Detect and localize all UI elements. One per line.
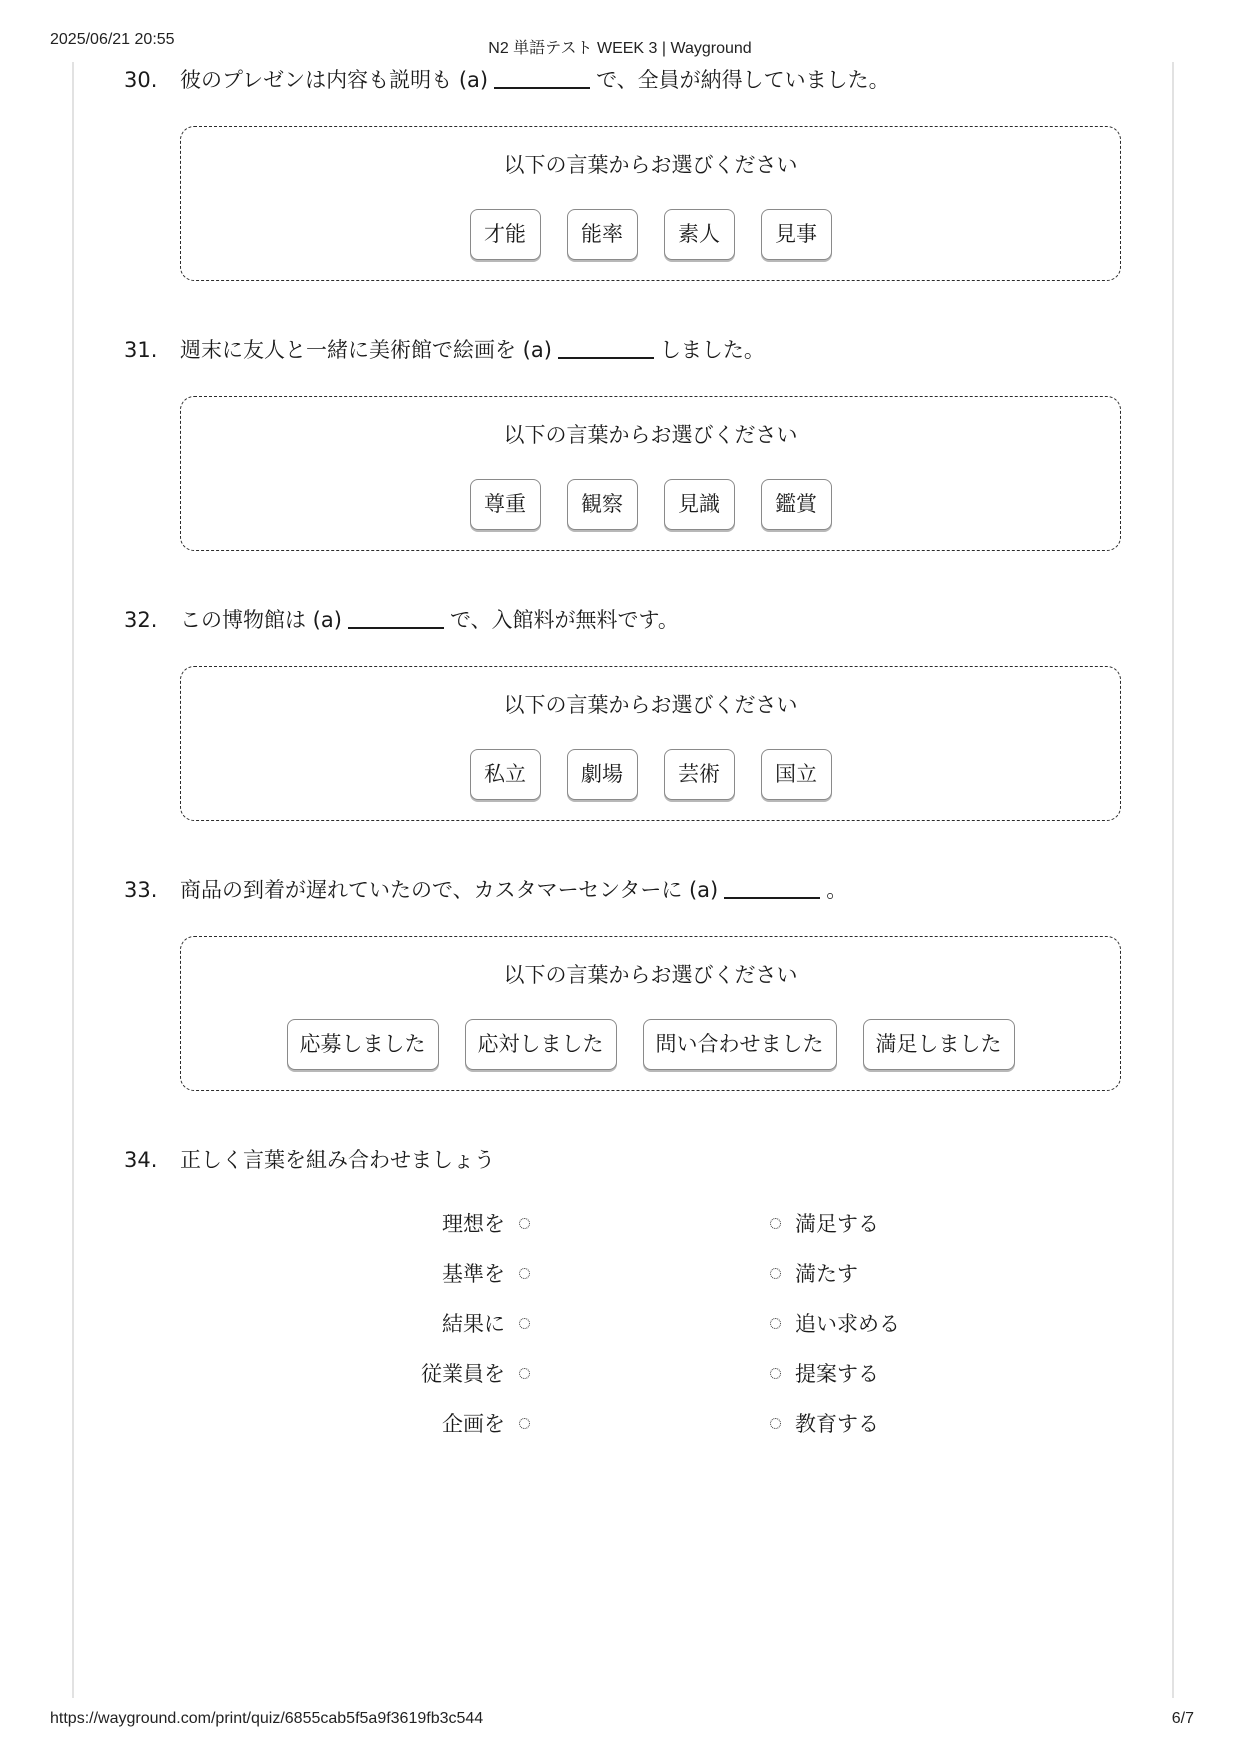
question-text-after: で、全員が納得していました。 — [596, 68, 890, 92]
match-right-label: 満たす — [795, 1262, 858, 1286]
page-title: N2 単語テスト WEEK 3 | Wayground — [488, 40, 752, 57]
option-chip[interactable]: 問い合わせました — [643, 1019, 837, 1070]
options-prompt: 以下の言葉からお選びください — [503, 423, 798, 447]
match-row — [0, 1208, 1240, 1238]
match-right-label: 満足する — [795, 1212, 879, 1236]
options-box — [180, 936, 1121, 1091]
question-text-after: しました。 — [659, 338, 765, 362]
question-number: 34. — [124, 1148, 158, 1172]
option-chip[interactable]: 私立 — [470, 749, 541, 800]
options-box — [180, 666, 1121, 821]
options-prompt: 以下の言葉からお選びください — [503, 693, 798, 717]
question-number: 30. — [124, 68, 158, 92]
option-chip[interactable]: 応対しました — [465, 1019, 617, 1070]
option-chip[interactable]: 観察 — [567, 479, 638, 530]
match-row — [0, 1408, 1240, 1438]
question-text-after: 。 — [826, 878, 848, 902]
options-prompt: 以下の言葉からお選びください — [503, 153, 798, 177]
page-url: https://wayground.com/print/quiz/6855cab5f5a9f3619fb3c544 — [50, 1710, 484, 1727]
option-chips — [181, 209, 1120, 260]
options-box — [180, 126, 1121, 281]
connector-dot-icon[interactable] — [519, 1268, 530, 1279]
connector-dot-icon[interactable] — [770, 1218, 781, 1229]
question-text — [124, 336, 765, 364]
match-right-label: 追い求める — [795, 1312, 900, 1336]
answer-blank[interactable] — [558, 339, 654, 359]
answer-blank[interactable] — [348, 609, 444, 629]
option-chip[interactable]: 応募しました — [287, 1019, 439, 1070]
connector-dot-icon[interactable] — [519, 1218, 530, 1229]
page-number: 6/7 — [1171, 1710, 1194, 1727]
question-number: 31. — [124, 338, 158, 362]
connector-dot-icon[interactable] — [519, 1318, 530, 1329]
match-left-label: 結果に — [442, 1312, 505, 1336]
match-right-item[interactable] — [770, 1208, 879, 1238]
match-right-label: 教育する — [795, 1412, 879, 1436]
question-text — [124, 606, 679, 634]
question-text — [124, 66, 890, 94]
option-chip[interactable]: 満足しました — [863, 1019, 1015, 1070]
print-datetime: 2025/06/21 20:55 — [50, 31, 175, 48]
option-chip[interactable]: 芸術 — [664, 749, 735, 800]
option-chips — [181, 479, 1120, 530]
match-row — [0, 1308, 1240, 1338]
option-chip[interactable]: 見事 — [761, 209, 832, 260]
match-left-item[interactable] — [330, 1408, 530, 1438]
match-left-label: 企画を — [442, 1412, 505, 1436]
question-text-after: で、入館料が無料です。 — [449, 608, 679, 632]
match-left-item[interactable] — [330, 1258, 530, 1288]
match-row — [0, 1358, 1240, 1388]
matching-instruction: 正しく言葉を組み合わせましょう — [180, 1148, 495, 1172]
option-chip[interactable]: 尊重 — [470, 479, 541, 530]
answer-blank[interactable] — [724, 879, 820, 899]
option-chip[interactable]: 素人 — [664, 209, 735, 260]
match-left-label: 従業員を — [421, 1362, 505, 1386]
connector-dot-icon[interactable] — [770, 1418, 781, 1429]
match-left-item[interactable] — [330, 1358, 530, 1388]
option-chips — [181, 749, 1120, 800]
option-chip[interactable]: 見識 — [664, 479, 735, 530]
options-prompt: 以下の言葉からお選びください — [503, 963, 798, 987]
question-number: 32. — [124, 608, 158, 632]
question-text-before: 商品の到着が遅れていたので、カスタマーセンターに (a) — [180, 878, 719, 902]
option-chip[interactable]: 劇場 — [567, 749, 638, 800]
options-box — [180, 396, 1121, 551]
question-number: 33. — [124, 878, 158, 902]
match-right-item[interactable] — [770, 1358, 879, 1388]
match-right-item[interactable] — [770, 1258, 858, 1288]
match-left-item[interactable] — [330, 1308, 530, 1338]
connector-dot-icon[interactable] — [770, 1318, 781, 1329]
match-left-label: 理想を — [442, 1212, 505, 1236]
match-right-label: 提案する — [795, 1362, 879, 1386]
answer-blank[interactable] — [494, 69, 590, 89]
connector-dot-icon[interactable] — [770, 1268, 781, 1279]
question-text-before: この博物館は (a) — [180, 608, 342, 632]
connector-dot-icon[interactable] — [519, 1418, 530, 1429]
question-text — [124, 1146, 495, 1174]
question-text-before: 週末に友人と一緒に美術館で絵画を (a) — [180, 338, 552, 362]
match-row — [0, 1258, 1240, 1288]
question-text-before: 彼のプレゼンは内容も説明も (a) — [180, 68, 489, 92]
left-margin-line — [72, 62, 74, 1698]
option-chip[interactable]: 鑑賞 — [761, 479, 832, 530]
question-text — [124, 876, 847, 904]
connector-dot-icon[interactable] — [519, 1368, 530, 1379]
match-right-item[interactable] — [770, 1408, 879, 1438]
connector-dot-icon[interactable] — [770, 1368, 781, 1379]
match-right-item[interactable] — [770, 1308, 900, 1338]
option-chip[interactable]: 才能 — [470, 209, 541, 260]
right-margin-line — [1172, 62, 1174, 1698]
option-chip[interactable]: 国立 — [761, 749, 832, 800]
option-chips — [181, 1019, 1120, 1070]
match-left-item[interactable] — [330, 1208, 530, 1238]
option-chip[interactable]: 能率 — [567, 209, 638, 260]
match-left-label: 基準を — [442, 1262, 505, 1286]
